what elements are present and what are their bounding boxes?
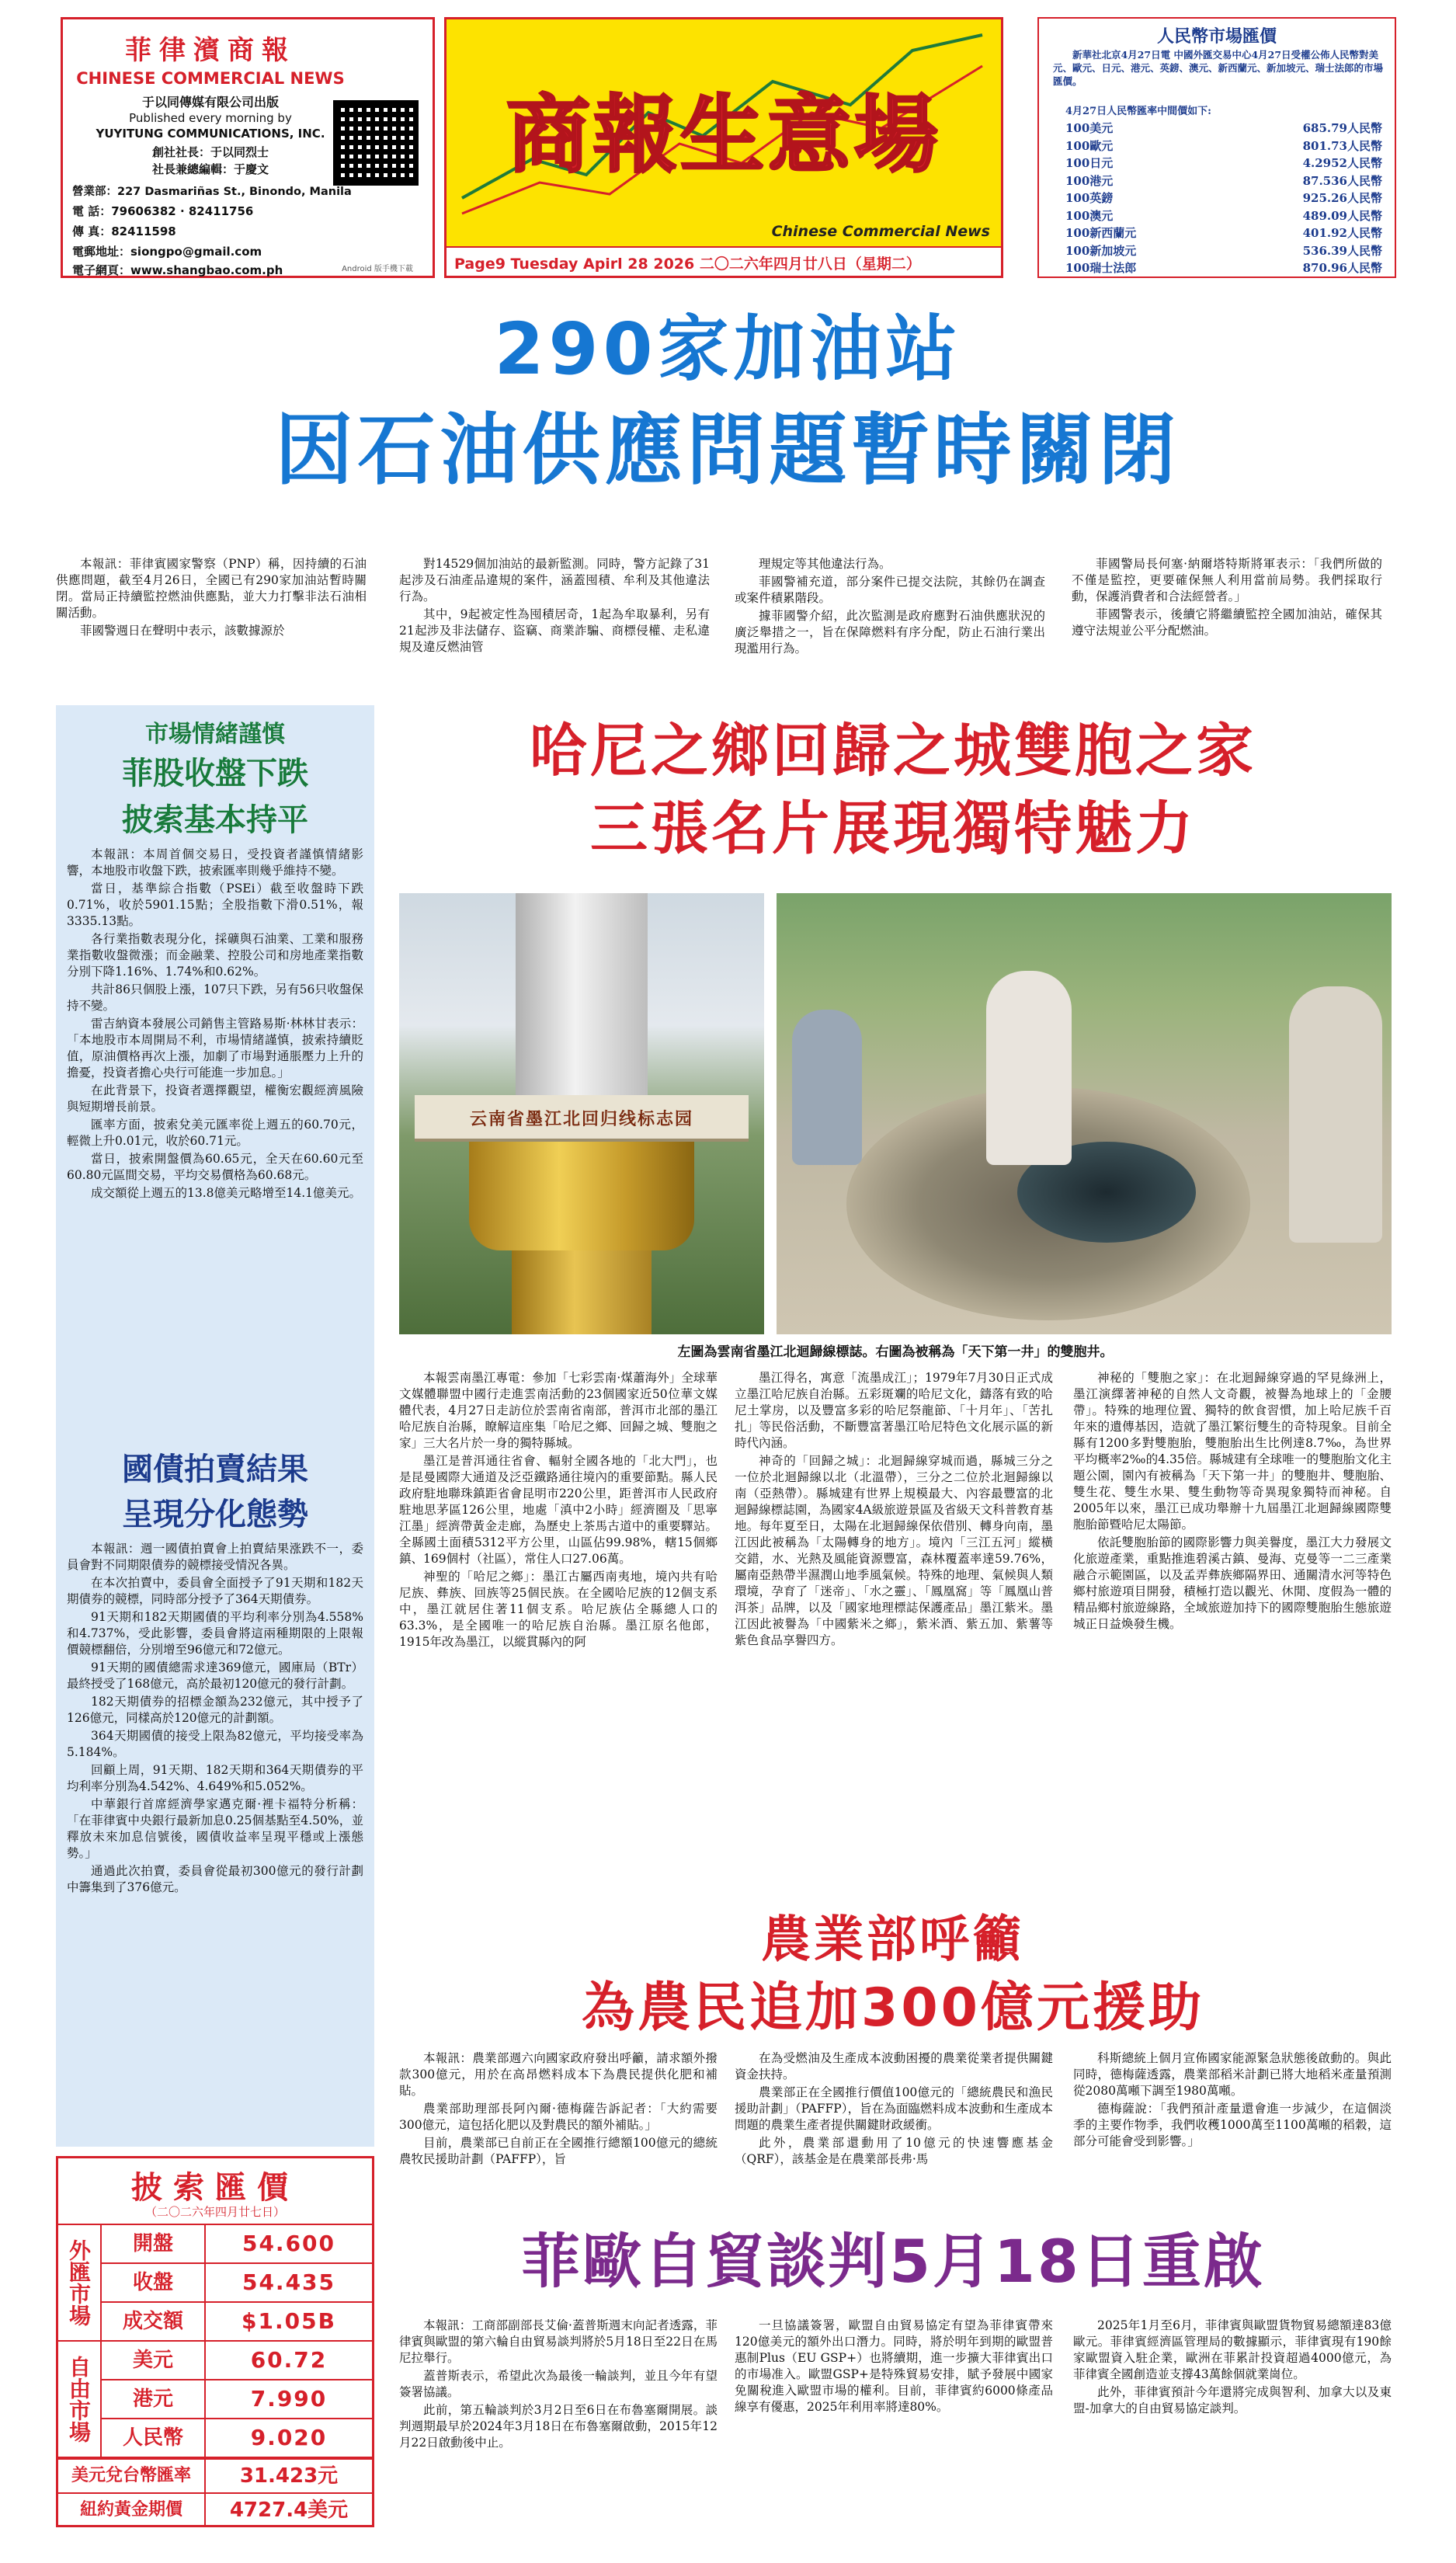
paragraph: 雷吉納資本發展公司銷售主管路易斯·林林甘表示：「本地股市本周開局不利，市場情緒謹慎，披索持續貶值，原油價格再次上漲，加劇了市場對通脹壓力上升的擔憂，投資者擔心央行可能進一步加息。」 <box>67 1017 363 1080</box>
fx-row-value: 54.435 <box>242 2269 336 2295</box>
rates-title: 人民幣市場匯價 <box>1156 27 1277 47</box>
lead-col-1 <box>56 556 367 696</box>
paragraph: 墨江得名，寓意「流墨成江」；1979年7月30日正式成立墨江哈尼族自治縣。五彩斑斕的哈尼文化，鑄落有致的哈尼土掌房，以及豐富多彩的哈尼祭龍節、「十月年」、「苦扎扎」等民俗活動，不斷豐富著墨江哈尼特色文化展示區的新時代內涵。 <box>735 1371 1053 1450</box>
rate-currency: 100新加坡元 <box>1065 243 1137 258</box>
rate-currency: 100美元 <box>1065 121 1114 135</box>
paragraph: 在本次拍賣中，委員會全面授予了91天期和182天期債券的競標，同時部分授予了364天期債券。 <box>67 1576 363 1606</box>
paragraph: 各行業指數表現分化，採礦與石油業、工業和服務業指數收盤微漲；而金融業、控股公司和房地產業指數分別下降1.16%、1.74%和0.62%。 <box>67 932 363 979</box>
published-en-2: YUYITUNG COMMUNICATIONS, INC. <box>96 127 325 141</box>
rate-row <box>1065 155 1382 172</box>
photo-caption: 左圖為雲南省墨江北迴歸線標誌。右圖為被稱為「天下第一井」的雙胞井。 <box>677 1344 1114 1360</box>
bonds-headline-1: 國債拍賣結果 <box>122 1452 308 1487</box>
fx-group-forex: 外匯市場 <box>58 2225 102 2342</box>
rates-table <box>1065 120 1382 277</box>
rate-value: 685.79人民幣 <box>1302 121 1382 135</box>
founder-line: 創社社長：于以同烈士 <box>151 145 269 159</box>
rate-value: 4.2952人民幣 <box>1302 156 1382 170</box>
rate-value: 401.92人民幣 <box>1302 226 1382 240</box>
peso-fx-box <box>56 2156 374 2527</box>
fx-usd-twd-row <box>58 2458 372 2492</box>
feature-col-2 <box>735 1370 1053 1904</box>
rate-row <box>1065 242 1382 260</box>
fx-row <box>102 2380 372 2419</box>
paragraph: 對14529個加油站的最新監測。同時，警方記錄了31起涉及石油產品違規的案件，涵蓋囤積、牟利及其他違法行為。 <box>399 557 710 603</box>
paragraph: 本報訊：農業部週六向國家政府發出呼籲，請求額外撥款300億元，用於在高昂燃料成本下為農民提供化肥和補貼。 <box>399 2051 718 2098</box>
rate-value: 925.26人民幣 <box>1302 191 1382 205</box>
bonds-body <box>67 1541 363 2131</box>
eu-col-1 <box>399 2318 718 2543</box>
fx-row-value: 54.600 <box>242 2231 336 2256</box>
paragraph: 364天期國債的接受上限為82億元，平均接受率為5.184%。 <box>67 1729 363 1759</box>
paragraph: 回顧上周，91天期、182天期和364天期債券的平均利率分別為4.542%、4.649%和5.052%。 <box>67 1763 363 1793</box>
email-line: 電郵地址：siongpo@gmail.com <box>72 245 262 259</box>
rate-currency: 100日元 <box>1065 156 1114 170</box>
fx-rows <box>102 2225 372 2458</box>
lead-col-2 <box>399 556 710 696</box>
fx-gold-label: 紐約黃金期價 <box>58 2494 206 2526</box>
publisher-box <box>61 17 435 278</box>
rate-row <box>1065 137 1382 155</box>
rate-value: 87.536人民幣 <box>1302 173 1382 188</box>
paragraph: 目前，農業部已自前正在全國推行總額100億元的總統農牧民援助計劃（PAFFP），旨 <box>399 2136 718 2166</box>
landmark-sign-text: 云南省墨江北回归线标志园 <box>469 1109 693 1129</box>
rate-value: 870.96人民幣 <box>1302 261 1382 275</box>
feature-headline-2: 三張名片展現獨特魅力 <box>590 795 1196 862</box>
paragraph: 本報訊：週一國債拍賣會上拍賣結果涨跌不一，委員會對不同期限債券的競標接受情況各異。 <box>67 1542 363 1572</box>
eu-col-2 <box>735 2318 1053 2543</box>
paragraph: 當日，基準綜合指數（PSEi）截至收盤時下跌0.71%，收於5901.15點；全股指數下滑0.51%，報3335.13點。 <box>67 882 363 928</box>
paragraph: 本報訊：菲律賓國家警察（PNP）稱，因持續的石油供應問題，截至4月26日，全國已有290家加油站暫時關閉。當局正持續監控燃油供應點，並大力打擊非法石油相關活動。 <box>56 557 367 620</box>
office-line: 營業部：227 Dasmariñas St., Binondo, Manila <box>72 186 352 198</box>
fx-row-label: 成交額 <box>102 2303 206 2340</box>
dateline-bar <box>447 246 1001 276</box>
paragraph: 共計86只個股上漲，107只下跌，另有56只收盤保持不變。 <box>67 982 363 1013</box>
paragraph: 菲國警局長何塞·納爾塔特斯將軍表示：「我們所做的不僅是監控，更要確保無人利用當前局勢。我們採取行動，保護消費者和合法經營者。」 <box>1072 557 1382 603</box>
publisher-line: 于以同傳媒有限公司出版 <box>141 95 279 110</box>
fx-row-value: 60.72 <box>250 2347 328 2373</box>
feature-col-1 <box>399 1370 718 1904</box>
landmark-sign <box>415 1095 749 1142</box>
paragraph: 菲國警補充道，部分案件已提交法院，其餘仍在調查或案件積累階段。 <box>735 575 1045 605</box>
rate-value: 536.39人民幣 <box>1302 243 1382 258</box>
paragraph: 2025年1月至6月，菲律賓與歐盟貨物貿易總額達83億歐元。菲律賓經濟區管理局的數據顯示，菲律賓現有190餘家歐盟資入駐企業，歐洲在菲累計投資超過4000億元，為菲律賓全國創造並支撐43萬餘個就業崗位。 <box>1073 2318 1392 2381</box>
feature-col-3 <box>1073 1370 1392 1904</box>
paragraph: 菲國警表示，後續它將繼續監控全國加油站，確保其遵守法規並公平分配燃油。 <box>1072 607 1382 638</box>
paragraph: 91天期的國債總需求達369億元，國庫局（BTr）最終授受了168億元，高於最初120億元的發行計劃。 <box>67 1661 363 1691</box>
masthead-title: 商報生意場 <box>506 86 941 184</box>
fax-line: 傳 真：82411598 <box>72 224 176 238</box>
paragraph: 匯率方面，披索兌美元匯率從上週五的60.70元，輕微上升0.01元，收於60.71元。 <box>67 1118 363 1148</box>
paragraph: 在此背景下，投資者選擇觀望，權衡宏觀經濟風險與短期增長前景。 <box>67 1083 363 1114</box>
fx-row <box>102 2225 372 2264</box>
visitor-3 <box>792 1010 862 1165</box>
fx-usd-twd-value: 31.423元 <box>239 2464 339 2488</box>
rate-row <box>1065 207 1382 225</box>
rate-row <box>1065 172 1382 190</box>
qr-caption: Android 版手機下載 <box>342 265 413 273</box>
paragraph: 當日，披索開盤價為60.65元，全天在60.60元至60.80元區間交易，平均交易價格為60.68元。 <box>67 1152 363 1182</box>
fx-row-label: 港元 <box>102 2380 206 2418</box>
fx-row-value: 7.990 <box>250 2386 328 2412</box>
agri-col-2 <box>735 2050 1053 2215</box>
rate-value: 489.09人民幣 <box>1302 208 1382 223</box>
paragraph: 其中，9起被定性為囤積居奇，1起為牟取暴利，另有21起涉及非法儲存、盜竊、商業詐騙、商標侵權、走私違規及違反燃油管 <box>399 607 710 654</box>
masthead <box>444 17 1003 278</box>
bonds-headline-2: 呈現分化態勢 <box>122 1497 308 1532</box>
rate-currency: 100歐元 <box>1065 138 1114 153</box>
market-headline-1: 菲股收盤下跌 <box>122 756 308 791</box>
paragraph: 本報訊：工商部副部長艾倫·蓋普斯週末向記者透露，菲律賓與歐盟的第六輪自由貿易談判將於5月18日至22日在馬尼拉舉行。 <box>399 2318 718 2365</box>
fx-grid <box>58 2224 372 2457</box>
agri-col-3 <box>1073 2050 1392 2215</box>
rate-row <box>1065 259 1382 277</box>
agri-col-1 <box>399 2050 718 2215</box>
fx-title: 披索匯價 <box>131 2170 299 2206</box>
paragraph: 一旦協議簽署，歐盟自由貿易協定有望為菲律賓帶來120億美元的額外出口潛力。同時，將於明年到期的歐盟普惠制Plus（EU GSP+）也將續期，進一步擴大菲律賓出口的市場准入。歐盟GSP+是特殊貿易安排，賦予發展中國家免關稅進入歐盟市場的權利。目前，菲律賓約6000條產品線享有優惠，2025年利用率將達80%。 <box>735 2318 1053 2414</box>
fx-row <box>102 2342 372 2380</box>
dateline: Page9 Tuesday Apirl 28 2026 二〇二六年四月廿八日（星期二） <box>454 256 921 273</box>
fx-usd-twd-label: 美元兌台幣匯率 <box>58 2460 206 2492</box>
rate-row <box>1065 190 1382 207</box>
photo-twin-well <box>777 893 1392 1334</box>
rate-currency: 100英鎊 <box>1065 191 1114 205</box>
fx-row <box>102 2419 372 2458</box>
paragraph: 神聖的「哈尼之鄉」：墨江古屬西南夷地，境內共有哈尼族、彝族、回族等25個民族。在全國哈尼族的12個支系中，墨江就居住著11個支系。哈尼族佔全縣總人口的63.3%，是全國唯一的哈尼族自治縣。墨江原名他郎，1915年改為墨江，以縱貫縣內的阿 <box>399 1570 718 1649</box>
fx-row-value: $1.05B <box>242 2308 336 2334</box>
paper-name-cn: 菲律濱商報 <box>125 35 296 66</box>
agri-headline-2: 為農民追加300億元援助 <box>582 1977 1204 2039</box>
paragraph: 蓋普斯表示，希望此次為最後一輪談判，並且今年有望簽署協議。 <box>399 2369 718 2399</box>
paragraph: 中華銀行首席經濟學家邁克爾·裡卡福特分析稱：「在菲律賓中央銀行最新加息0.25個基點至4.50%，並釋放未來加息信號後，國債收益率呈現平穩或上漲態勢。」 <box>67 1797 363 1860</box>
lead-col-3 <box>735 556 1045 696</box>
agri-headline-1: 農業部呼籲 <box>761 1911 1025 1969</box>
fx-row-label: 美元 <box>102 2342 206 2379</box>
fx-gold-row <box>58 2492 372 2525</box>
paragraph: 此外，菲律賓預計今年還將完成與智利、加拿大以及東盟-加拿大的自由貿易協定談判。 <box>1073 2385 1392 2415</box>
fx-group-free: 自由市場 <box>58 2342 102 2458</box>
market-body <box>67 847 363 1437</box>
paragraph: 91天期和182天期國債的平均利率分別為4.558%和4.737%，受此影響，委員會將這兩種期限的上限報價競標翻倍，分別增至96億元和72億元。 <box>67 1610 363 1657</box>
gold-cylinder <box>469 1142 694 1250</box>
paragraph: 菲國警週日在聲明中表示，該數據源於 <box>80 624 285 638</box>
lead-headline-2: 因石油供應問題暫時關閉 <box>275 405 1181 496</box>
rate-value: 801.73人民幣 <box>1302 138 1382 153</box>
paragraph: 神奇的「回歸之城」：北迴歸線穿城而過，縣城三分之一位於北迴歸線以北（北溫帶），三分之二位於北迴歸線以南（亞熱帶）。縣城建有世界上規模最大、內容最豐富的北迴歸線標誌園，為國家4A級旅遊景區及省級天文科普教育基地。每年夏至日，太陽在北迴歸線保依借別、轉身向南，墨江因此被稱為「太陽轉身的地方」。境內「三江五河」縱橫交錯，水、光熱及風能資源豐富，森林覆蓋率達59.76%，屬南亞熱帶半濕潤山地季風氣候。特殊的地理、氣候與人類環境，孕育了「迷帝」、「水之靈」、「鳳凰窩」等「鳳凰山普洱茶」品牌，以及「國家地理標誌保護產品」墨江紫米。墨江因此被譽為「中國紫米之鄉」，紫米酒、紫五加、紫薯等紫色食品享譽四方。 <box>735 1454 1053 1647</box>
paragraph: 德梅薩說：「我們預計產量還會進一步減少，在這個淡季的主要作物季，我們收穫1000萬至1100萬噸的稻穀，這部分可能會受到影響。」 <box>1073 2102 1392 2148</box>
rate-row <box>1065 224 1382 242</box>
rate-row <box>1065 120 1382 137</box>
rate-currency: 100港元 <box>1065 173 1114 188</box>
visitor-1 <box>986 971 1072 1165</box>
paragraph: 本報雲南墨江專電：參加「七彩雲南·煤蕭海外」全球華文媒體聯盟中國行走進雲南活動的23個國家近50位華文媒體代表，4月27日走訪位於雲南省南部，普洱市北部的墨江哈尼族自治縣，瞭解這座集「哈尼之鄉、回歸之城、雙胞之家」三大名片於一身的獨特縣城。 <box>399 1371 718 1450</box>
photo-landmark <box>399 893 764 1334</box>
paragraph: 此外，農業部還動用了10億元的快速響應基金（QRF），該基金是在農業部長弗·馬 <box>735 2136 1053 2166</box>
masthead-en: Chinese Commercial News <box>771 223 990 240</box>
eu-headline: 菲歐自貿談判5月18日重啟 <box>521 2227 1265 2296</box>
fx-gold-value: 4727.4美元 <box>229 2499 349 2522</box>
paragraph: 在為受燃油及生產成本波動困擾的農業從業者提供關鍵資金扶持。 <box>735 2051 1053 2081</box>
fx-row-label: 開盤 <box>102 2225 206 2262</box>
lead-headline-1: 290家加油站 <box>494 308 962 391</box>
phone-line: 電 話：79606382 · 82411756 <box>72 204 254 218</box>
web-line: 電子網頁：www.shangbao.com.ph <box>72 263 283 277</box>
feature-headline-1: 哈尼之鄉回歸之城雙胞之家 <box>530 718 1256 784</box>
paragraph: 此前，第五輪談判於3月2日至6日在布魯塞爾開展。談判週期最早於2024年3月18日在布魯塞爾啟動，2015年12月22日啟動後中止。 <box>399 2403 718 2450</box>
qr-code[interactable] <box>333 100 419 186</box>
fx-row <box>102 2303 372 2342</box>
fx-date: （二〇二六年四月廿七日） <box>144 2205 285 2219</box>
paragraph: 農業部正在全國推行價值100億元的「總統農民和漁民援助計劃」（PAFFP），旨在為面臨燃料成本波動和生產成本問題的農業生產者提供關鍵財政緩衝。 <box>735 2085 1053 2132</box>
fx-row-value: 9.020 <box>250 2425 328 2450</box>
paragraph: 農業部助理部長阿內爾·德梅薩告訴記者：「大約需要300億元，這包括化肥以及對農民的額外補貼。」 <box>399 2102 718 2132</box>
visitor-2 <box>1289 986 1382 1243</box>
gold-base <box>512 1250 652 1334</box>
market-headline-2: 披索基本持平 <box>122 802 308 838</box>
paragraph: 本報訊：本周首個交易日，受投資者謹慎情緒影響，本地股市收盤下跌，披索匯率則幾乎維持不變。 <box>67 847 363 878</box>
fx-row <box>102 2264 372 2303</box>
paragraph: 科斯總統上個月宣佈國家能源緊急狀態後啟動的。與此同時，德梅薩透露，農業部稻米計劃已將大地稻米產量預測從2080萬噸下調至1980萬噸。 <box>1073 2051 1392 2098</box>
paragraph: 依託雙胞胎節的國際影響力與美譽度，墨江大力發展文化旅遊產業，重點推進碧溪古鎮、曼海、克曼等一二三產業融合示範園區，以及孟弄彝族鄉隔界田、通關清水河等特色鄉村旅遊項目開發，積極打造以觀光、休閒、度假為一體的精品鄉村旅遊線路，全域旅遊加持下的國際雙胞胎生態旅遊城正日益煥發生機。 <box>1073 1535 1392 1631</box>
paragraph: 理規定等其他違法行為。 <box>759 557 891 571</box>
paragraph: 神秘的「雙胞之家」：在北迴歸線穿過的罕見綠洲上，墨江演繹著神秘的自然人文奇觀，被譽為地球上的「金腰帶」。特殊的地理位置、獨特的飲食習慣，加上哈尼族千百年來的遺傳基因，造就了墨江繁衍雙生的奇特現象。目前全縣有1200多對雙胞胎，雙胞胎出生比例達8.7‰，為世界平均概率2‰的4.35倍。縣城建有全球唯一的雙胞胎文化主題公園，園內有被稱為「天下第一井」的雙胞井、雙胞胎、雙生花、雙生水果、雙生動物等奇異現象獨特而神秘。自2005年以來，墨江已成功舉辦十九屆墨江北迴歸線國際雙胞胎節暨哈尼太陽節。 <box>1073 1371 1392 1532</box>
paragraph: 墨江是普洱通往省會、輻射全國各地的「北大門」，也是昆曼國際大通道及泛亞鐵路通往境內的重要節點。縣人民政府駐地聯珠鎮距省會昆明市220公里，距普洱市人民政府駐地思茅區126公里，地處「滇中2小時」經濟圈及「思寧江墨」經濟帶黃金走廊，為歷史上茶馬古道中的重要驛站。全縣國土面積5312平方公里，山區佔99.98%，轄15個鄉鎮、169個村（社區），常住人口27.06萬。 <box>399 1454 718 1566</box>
paragraph: 成交額從上週五的13.8億美元略增至14.1億美元。 <box>91 1186 362 1200</box>
fx-row-label: 人民幣 <box>102 2419 206 2457</box>
editor-line: 社長兼總編輯：于慶文 <box>151 162 269 176</box>
fx-row-label: 收盤 <box>102 2264 206 2301</box>
rate-currency: 100新西蘭元 <box>1065 226 1137 240</box>
rates-subtitle: 4月27日人民幣匯率中間價如下: <box>1065 106 1211 117</box>
rate-currency: 100瑞士法郎 <box>1065 261 1137 275</box>
paragraph: 182天期債券的招標金額為232億元，其中授予了126億元，同樣高於120億元的計劃額。 <box>67 1695 363 1725</box>
paragraph: 據菲國警介紹，此次監測是政府應對石油供應狀況的廣泛舉措之一，旨在保障燃料有序分配，防止石油行業出現濫用行為。 <box>735 609 1045 656</box>
rates-note: 新華社北京4月27日電 中國外匯交易中心4月27日受權公佈人民幣對美元、歐元、日元、港元、英鎊、澳元、新西蘭元、新加坡元、瑞士法郎的市場匯價。 <box>1053 49 1384 87</box>
published-en-1: Published every morning by <box>129 111 292 125</box>
market-kicker: 市場情緒謹慎 <box>145 721 285 748</box>
paper-name-en: CHINESE COMMERCIAL NEWS <box>76 69 345 88</box>
eu-col-3 <box>1073 2318 1392 2543</box>
rmb-rates-box <box>1037 17 1396 278</box>
paragraph: 通過此次拍賣，委員會從最初300億元的發行計劃中籌集到了376億元。 <box>67 1864 363 1894</box>
rate-currency: 100澳元 <box>1065 208 1114 223</box>
lead-col-4 <box>1072 556 1382 696</box>
